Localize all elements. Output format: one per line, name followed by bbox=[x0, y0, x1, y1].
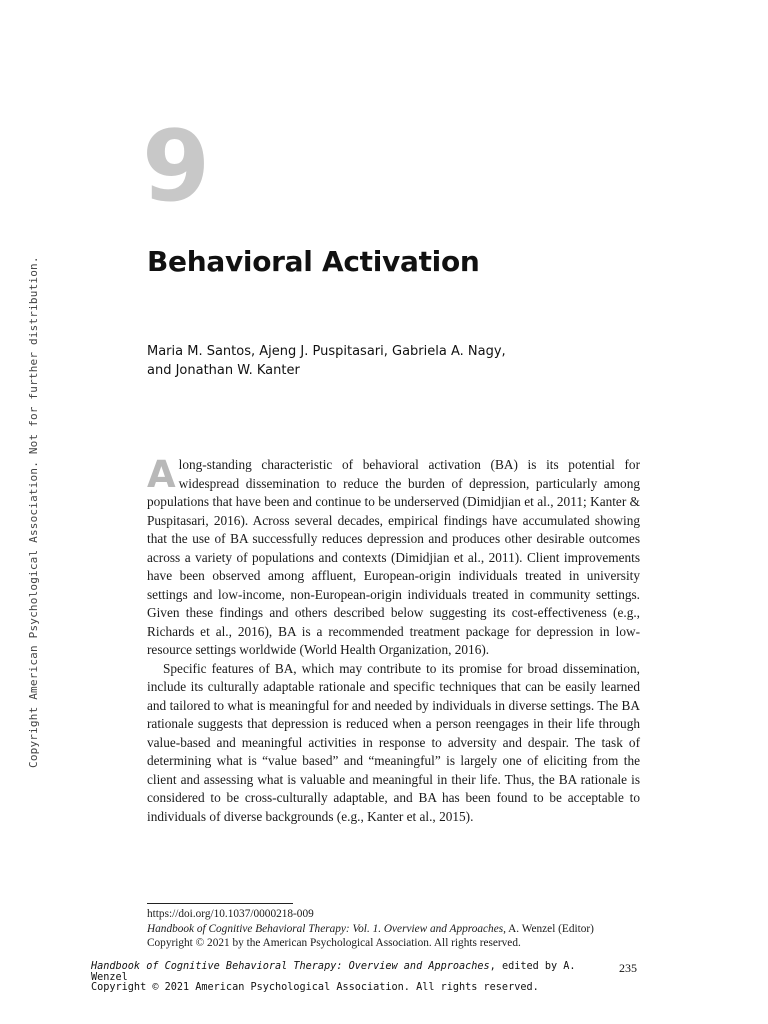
copyright-line: Copyright © 2021 by the American Psychological Association. All rights reserved. bbox=[147, 937, 521, 949]
footer-book-title: Handbook of Cognitive Behavioral Therapy: Overview and Approaches bbox=[91, 961, 490, 972]
author-line: and Jonathan W. Kanter bbox=[147, 363, 300, 378]
body-paragraph: Specific features of BA, which may contribute to its promise for broad dissemination, include its culturally adaptable rationale and specific techniques that can be easily learned and tailored to what is meaningful for and needed by individuals in diverse settings. The BA rationale suggests that depression is reduced when a person reengages in their life through value-based and meaningful activities in response to adversity and despair. The task of determining what is “value based” and “meaningful” is largely one of eliciting from the client and assessing what is valuable and meaningful in their life. Thus, the BA rationale is considered to be cross-culturally adaptable, and BA has been found to be acceptable to individuals of diverse backgrounds (e.g., Kanter et al., 2015). bbox=[147, 660, 640, 824]
editor: A. Wenzel (Editor) bbox=[505, 922, 594, 935]
doi-link[interactable]: https://doi.org/10.1037/0000218-009 bbox=[147, 908, 314, 920]
citation-line bbox=[147, 922, 647, 937]
chapter-body bbox=[147, 453, 640, 826]
author-list bbox=[147, 342, 567, 380]
footnote-divider bbox=[147, 903, 293, 904]
footer-editor: , edited by A. Wenzel bbox=[91, 961, 576, 983]
copyright-side-notice: Copyright American Psychological Association. Not for further distribution. bbox=[27, 256, 40, 768]
book-title: Handbook of Cognitive Behavioral Therapy: Vol. 1. Overview and Approaches, bbox=[147, 922, 506, 935]
paragraph-text: long-standing characteristic of behavioral activation (BA) is its potential for widespread dissemination to reduce the burden of depression, particularly among populations that have been and continue to be underserved (Dimidjian et al., 2011; Kanter & Puspitasari, 2016). Across several decades, empirical findings have accumulated showing that the use of BA successfully reduces depression and produces other desirable outcomes across a variety of populations and contexts (Dimidjian et al., 2011). Client improvements have been observed among affluent, European-origin individuals treated in university settings and low-income, non-European-origin individuals treated in community settings. Given these findings and others described below suggesting its cost-effectiveness (e.g., Richards et al., 2016), BA is a recommended treatment package for depression in low-resource settings worldwide (World Health Organization, 2016). bbox=[147, 457, 640, 657]
page-footer bbox=[91, 962, 611, 994]
body-paragraph bbox=[147, 453, 640, 660]
page-number: 235 bbox=[619, 961, 637, 975]
chapter-number: 9 bbox=[142, 110, 211, 224]
footnote bbox=[147, 907, 647, 951]
chapter-title: Behavioral Activation bbox=[147, 245, 480, 278]
drop-cap: A bbox=[147, 453, 176, 496]
footer-citation bbox=[91, 962, 611, 983]
footer-copyright: Copyright © 2021 American Psychological Association. All rights reserved. bbox=[91, 982, 539, 993]
author-line: Maria M. Santos, Ajeng J. Puspitasari, Gabriela A. Nagy, bbox=[147, 344, 506, 359]
